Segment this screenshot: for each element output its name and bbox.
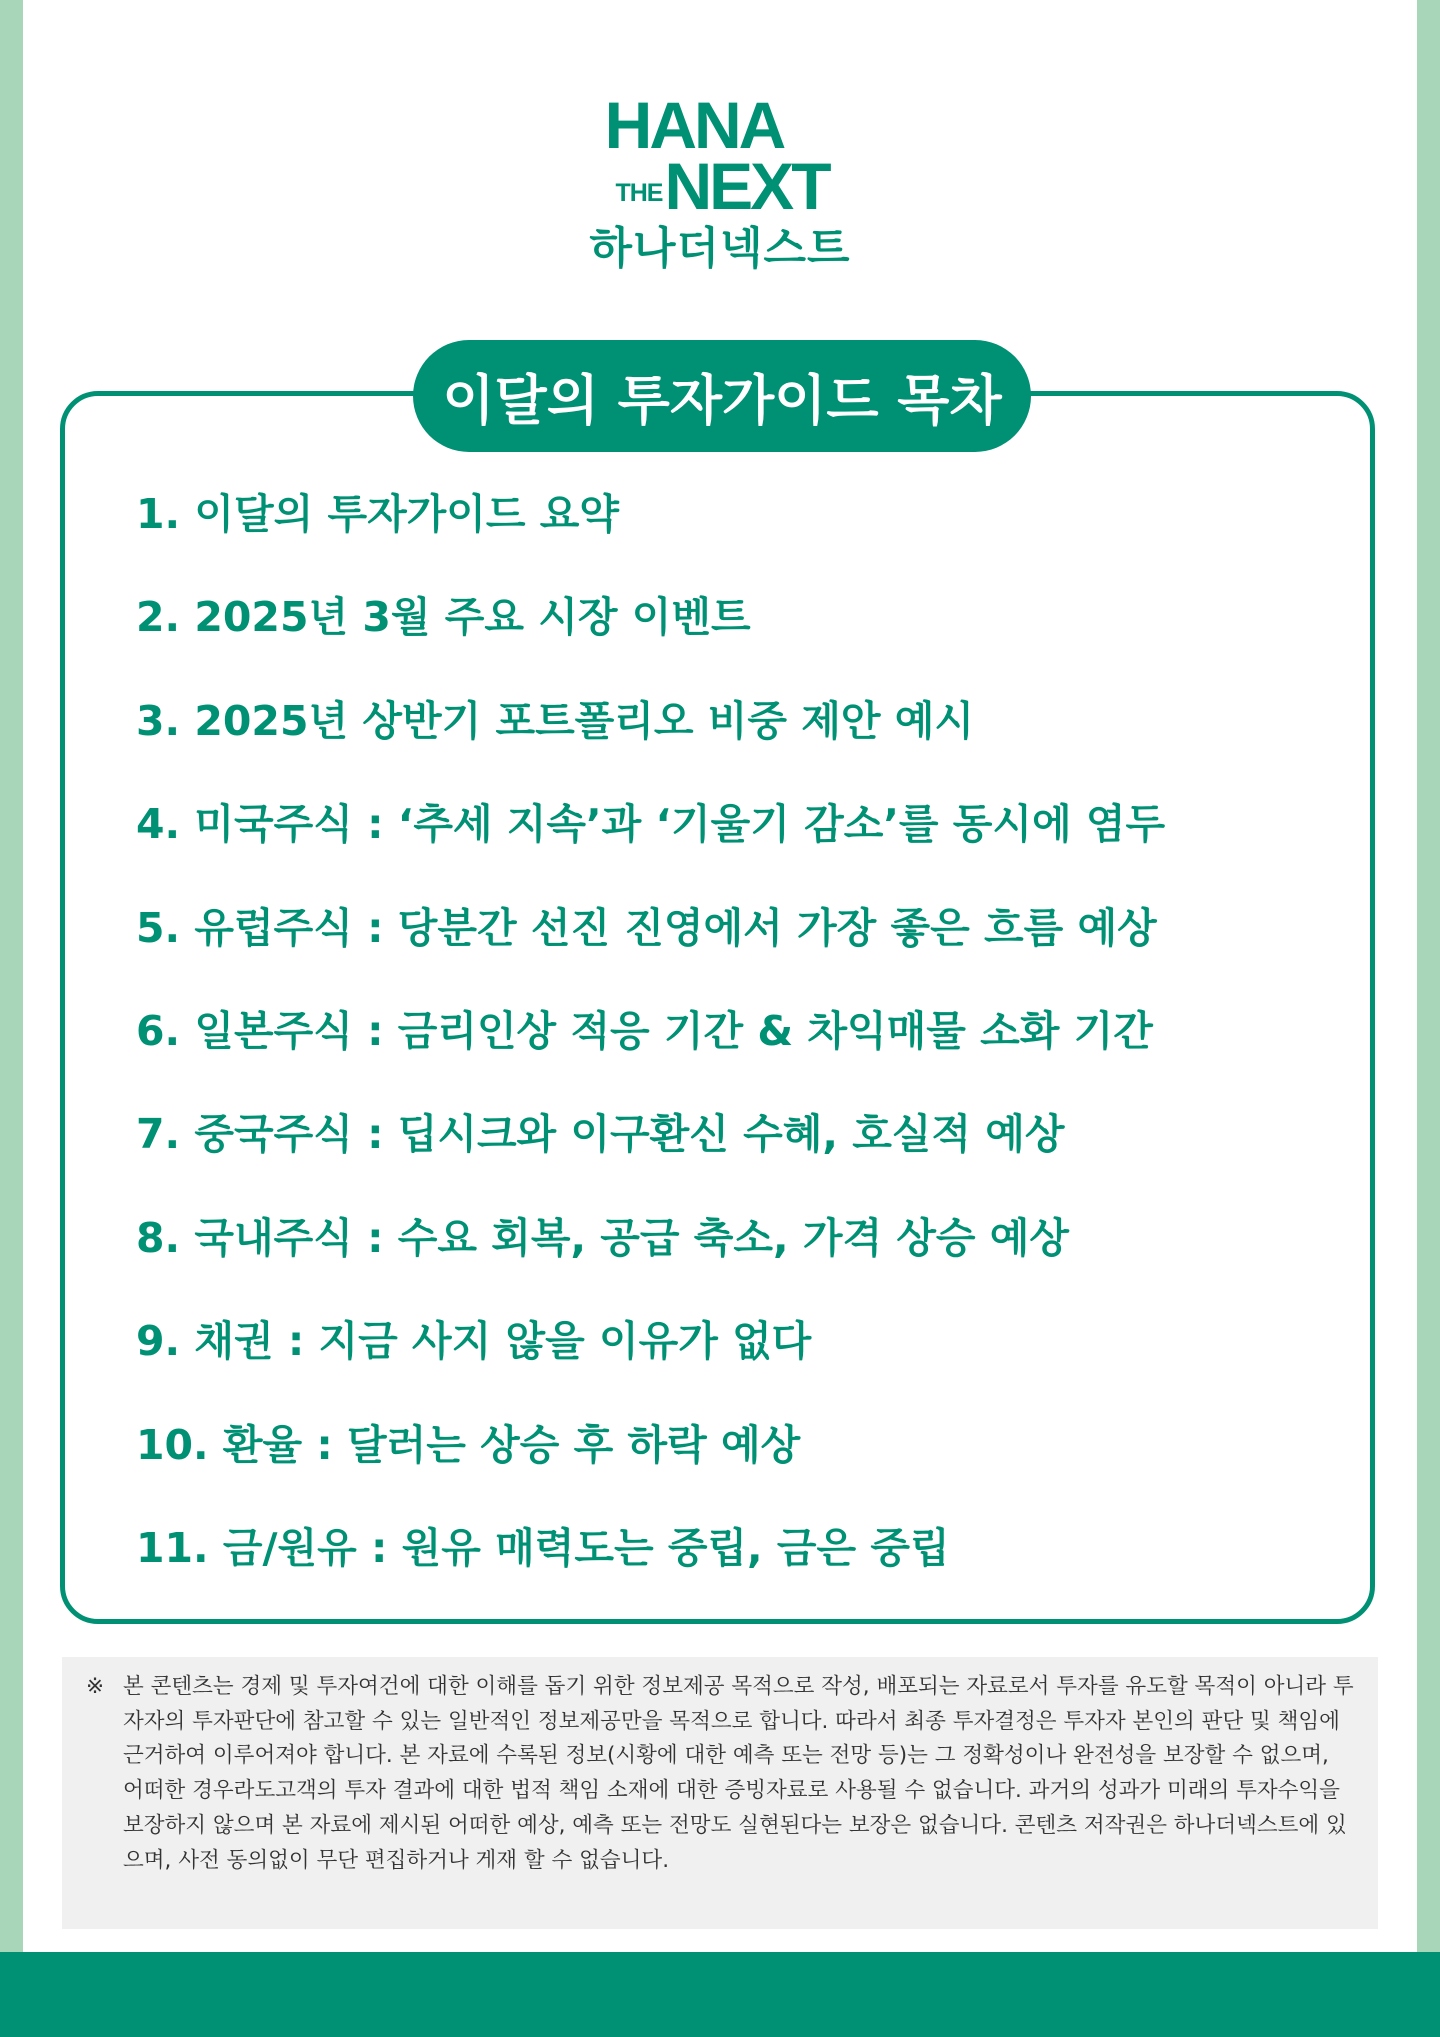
disclaimer-box — [62, 1657, 1378, 1929]
toc-item-9: 9. 채권 : 지금 사지 않을 이유가 없다 — [136, 1317, 812, 1366]
logo-the: THE — [615, 179, 663, 207]
logo-korean: 하나더넥스트 — [589, 223, 851, 274]
toc-item-3: 3. 2025년 상반기 포트폴리오 비중 제안 예시 — [136, 696, 974, 745]
footer-band — [0, 1952, 1440, 2037]
page — [23, 0, 1417, 1952]
logo-the-next — [615, 149, 829, 223]
logo-hana: HANA — [604, 88, 784, 162]
disclaimer-text: 본 콘텐츠는 경제 및 투자여건에 대한 이해를 돕기 위한 정보제공 목적으로 작성, 배포되는 자료로서 투자를 유도할 목적이 아니라 투자자의 투자판단에 참고할 수 있는 일반적인 정보제공만을 목적으로 합니다. 따라서 최종 투자결정은 투자자 본인의 판단 및 책임에 근거하여 이루어져야 합니다. 본 자료에 수록된 정보(시황에 대한 예측 또는 전망 등)는 그 정확성이나 완전성을 보장할 수 없으며, 어떠한 경우라도고객의 투자 결과에 대한 법적 책임 소재에 대한 증빙자료로 사용될 수 없습니다. 과거의 성과가 미래의 투자수익을 보장하지 않으며 본 자료에 제시된 어떠한 예상, 예측 또는 전망도 실현된다는 보장은 없습니다. 콘텐츠 저작권은 하나더넥스트에 있으며, 사전 동의없이 무단 편집하거나 게재 할 수 없습니다. — [123, 1674, 1354, 1873]
logo-next: NEXT — [664, 149, 829, 223]
brand-logo — [23, 88, 1417, 278]
toc-item-8: 8. 국내주식 : 수요 회복, 공급 축소, 가격 상승 예상 — [136, 1213, 1070, 1262]
toc-item-6: 6. 일본주식 : 금리인상 적응 기간 & 차익매물 소화 기간 — [136, 1006, 1153, 1055]
toc-item-5: 5. 유럽주식 : 당분간 선진 진영에서 가장 좋은 흐름 예상 — [136, 903, 1157, 952]
toc-item-10: 10. 환율 : 달러는 상승 후 하락 예상 — [136, 1420, 801, 1469]
toc-item-2: 2. 2025년 3월 주요 시장 이벤트 — [136, 593, 751, 642]
toc-item-4: 4. 미국주식 : ‘추세 지속’과 ‘기울기 감소’를 동시에 염두 — [136, 800, 1166, 849]
toc-list — [136, 484, 1165, 1621]
disclaimer-mark: ※ — [86, 1674, 105, 1699]
toc-title: 이달의 투자가이드 목차 — [413, 340, 1031, 452]
toc-item-7: 7. 중국주식 : 딥시크와 이구환신 수혜, 호실적 예상 — [136, 1110, 1065, 1159]
toc-item-1: 1. 이달의 투자가이드 요약 — [136, 490, 619, 538]
toc-item-11: 11. 금/원유 : 원유 매력도는 중립, 금은 중립 — [136, 1523, 950, 1572]
